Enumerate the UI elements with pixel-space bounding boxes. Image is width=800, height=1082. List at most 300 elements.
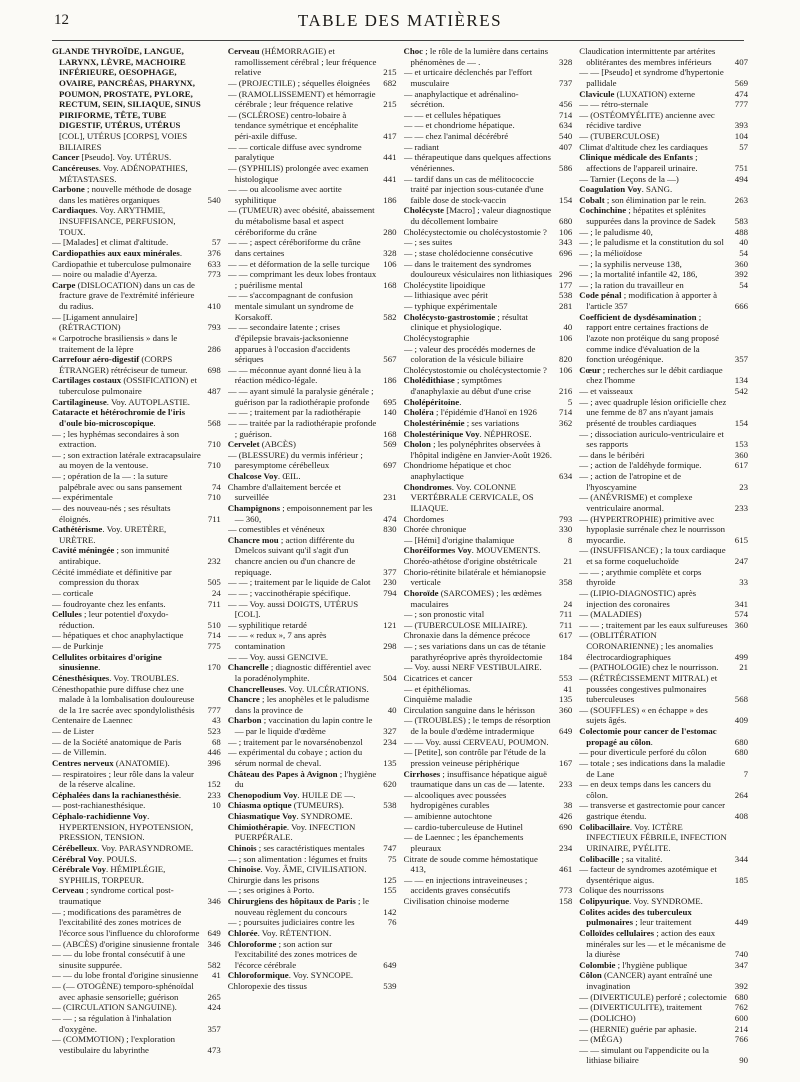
index-entry-page: 617 [559,630,573,641]
index-entry [404,142,573,153]
index-entry [228,205,397,237]
index-entry [404,407,573,418]
index-entry-text: — ; modifications des paramètres de l'excitabilité des zones motrices de l'écorce sous l'influence du chloroforme [52,906,200,938]
index-entry [228,928,397,939]
index-entry-page: 539 [383,981,397,991]
index-entry-text: — (TUBERCULOSE MILIAIRE). [403,619,528,630]
index-entry-text: — — Voy. aussi DOIGTS, UTÉRUS [COL]. [227,598,359,620]
index-entry-page: 265 [207,991,221,1002]
index-entry-page: 106 [559,226,573,237]
index-entry [579,110,748,131]
index-entry-page: 697 [383,460,397,471]
index-entry [228,652,397,663]
index-entry-page: 263 [734,194,748,205]
index-entry [579,1002,748,1013]
index-entry [404,89,573,110]
index-entry-page: 57 [739,141,748,152]
index-entry [404,769,573,790]
index-entry-text: — (DIVERTICULE) perforé ; colectomie [579,991,727,1002]
index-entry-page: 21 [563,556,573,566]
index-entry [404,535,573,546]
index-entry-page: 24 [211,587,221,598]
index-entry-text: — ; la ration du travailleur en [579,279,684,290]
index-entry-text: Cardiaques. Voy. ARYTHMIE, INSUFFISANCE, PERFUSION, TOUX. [52,205,176,237]
index-entry [228,269,397,290]
index-entry-page: 280 [383,226,397,237]
index-entry [404,344,573,365]
index-entry [404,620,573,631]
index-entry-text: — syphilitique retardé [227,619,307,630]
index-entry-text: — [Ligament annulaire] (RÉTRACTION) [52,311,138,333]
index-entry [404,174,573,206]
index-entry-text: Cholestérinique Voy. NÉPHROSE. [403,428,532,439]
index-entry-page: 185 [734,874,748,885]
index-entry [404,248,573,259]
index-entry-page: 417 [383,131,397,141]
index-entry-text: — expérimentale [52,492,113,503]
index-entry-text: Circulation sanguine dans le hérisson [403,704,535,715]
index-entry-text: Chalcose Voy. ŒIL. [227,471,301,481]
index-entry-text: — (ANÉVRISME) et complexe ventriculaire anormal. [579,492,693,513]
index-entry [52,503,221,524]
index-entry [228,620,397,631]
index-entry [228,747,397,768]
index-entry [52,854,221,865]
index-entry-page: 617 [734,460,748,471]
index-entry-text: — — ; vaccinothérapie spécifique. [227,587,351,598]
index-entry-page: 680 [734,747,748,758]
index-entry-page: 538 [383,800,397,811]
index-entry-page: 666 [734,301,748,311]
index-entry-text: — (TUBERCULOSE) [579,131,660,141]
index-entry-text: Cathétérisme. Voy. URETÈRE, URÈTRE. [52,524,167,545]
index-entry [404,110,573,121]
index-entry-page: 362 [559,417,573,428]
index-entry-text: Colibacille ; sa vitalité. [579,853,663,864]
index-entry-text: — (ABCÈS) d'origine sinusienne frontale [52,938,200,949]
index-entry-page: 762 [734,1002,748,1013]
index-entry [228,939,397,971]
index-entry [579,152,748,173]
index-entry-text: — (— OTOGÈNE) temporo-sphénoïdal avec aphasie sensorielle; guérison [52,981,194,1002]
index-entry-page: 264 [734,789,748,800]
index-entry-text: Cerveau ; syndrome cortical post-traumatique [52,885,174,906]
index-entry [228,503,397,524]
index-entry-page: 696 [559,247,573,258]
index-entry [404,482,573,514]
index-entry-page: 247 [734,556,748,566]
index-entry-page: 777 [207,704,221,715]
index-entry-page: 54 [739,247,748,258]
index-entry-text: — — méconnue ayant donné lieu à la réaction médico-légale. [227,364,361,386]
index-entry-page: 461 [559,864,573,875]
index-entry [52,673,221,684]
index-entry-page: 328 [559,56,573,67]
index-entry [579,854,748,865]
index-entry-text: Colombie ; l'hygiène publique [579,959,688,970]
index-entry-text: Cancéreuses. Voy. ADÉNOPATHIES, MÉTASTASES. [52,162,188,184]
index-entry-page: 409 [734,715,748,726]
index-entry [228,917,397,928]
index-entry-page: 10 [211,800,221,811]
index-entry-text: Cénesthopathie pure diffuse chez une malade à la lombalisation douloureuse de la 1re sacrée avec spondylolisthésis [52,683,195,715]
index-column-2 [228,46,397,1070]
index-entry [228,482,397,503]
index-entry-text: Cochinchine ; hépatites et splénites suppurées dans la province de Sadek [579,205,716,226]
index-entry-page: 680 [734,991,748,1002]
index-entry-text: — — Voy. aussi GENCIVE. [227,651,329,662]
index-entry-text: — (MÉGA) [579,1034,623,1045]
index-entry [52,981,221,1002]
index-entry-text: — [Petite], son contrôle par l'étude de la pression veineuse périphérique [403,747,546,768]
index-entry-page: 407 [559,141,573,152]
index-entry-text: — ; ses suites [403,237,453,248]
index-entry [52,907,221,939]
index-entry-text: — thérapeutique dans quelques affections vénériennes. [403,152,551,173]
index-entry-page: 793 [559,513,573,524]
index-entry-text: — respiratoires ; leur rôle dans la valeur de la réserve alcaline. [52,768,194,790]
index-entry [52,407,221,428]
index-entry [228,89,397,110]
index-entry [228,163,397,184]
index-entry-page: 186 [383,375,397,386]
index-entry-text: — pour diverticule perforé du côlon [579,747,707,758]
index-entry [579,673,748,705]
index-entry-page: 76 [387,917,397,928]
index-entry [228,885,397,896]
index-entry [228,737,397,748]
index-entry [228,418,397,439]
index-entry [579,705,748,726]
index-entry-text: — — secondaire latente ; crises d'épilepsie bravais-jacksonienne apparues à l'occasion d'accidents sériques [227,322,351,365]
index-entry-page: 737 [559,77,573,88]
index-entry-text: Choc ; le rôle de la lumière dans certains phénomènes de — . [403,46,549,67]
index-entry [579,99,748,110]
index-entry-text: — (BLESSURE) du vermis inférieur ; paresymptome cérébelleux [227,449,363,471]
index-entry-text: — — en injections intraveineuses ; accidents graves consécutifs [403,874,528,896]
index-entry [404,152,573,173]
index-entry-page: 710 [207,460,221,471]
index-entry-page: 494 [734,173,748,184]
index-entry [52,939,221,950]
index-entry [579,397,748,429]
index-entry [579,280,748,291]
index-entry [579,492,748,513]
index-entry-page: 777 [734,99,748,110]
index-entry-page: 392 [734,269,748,280]
index-entry [579,471,748,492]
index-entry [228,365,397,386]
index-entry-page: 177 [559,279,573,290]
index-entry-text: Cardiopathies aux eaux minérales. [52,247,183,258]
index-entry [404,131,573,142]
index-entry [579,184,748,195]
index-entry-page: 377 [383,566,397,577]
index-entry-text: « Carpotroche brasiliensis » dans le traitement de la lèpre [52,332,178,354]
index-entry-text: — — [Pseudo] et syndrome d'hypertonie pallidale [579,67,724,88]
index-entry [579,545,748,566]
index-columns [52,46,748,1070]
index-entry-page: 281 [559,301,573,311]
index-entry-text: — ; action de l'aldéhyde formique. [579,460,702,471]
index-entry-text: Cérébral Voy. POULS. [52,853,137,864]
index-entry [579,46,748,67]
index-entry-page: 347 [734,959,748,970]
index-entry-text: — (HERNIE) guérie par aphasie. [579,1023,697,1034]
index-entry-text: Chancre ; les anophèles et le paludisme dans la province de [227,694,370,715]
index-entry [579,662,748,673]
index-entry [404,630,573,641]
index-entry-page: 33 [739,577,748,588]
index-entry-text: Choréiformes Voy. MOUVEMENTS. [403,545,541,556]
index-entry [228,142,397,163]
index-entry-page: 553 [559,672,573,683]
index-entry-text: — (TUMEUR) avec obésité, abaissement du métabolisme basal et aspect céréboriforme du crâne [227,205,375,237]
index-entry-text: — ; action de l'atropine et de l'hyoscyamine [579,471,681,492]
index-entry-text: Cholon ; les polynéphrites observées à l'hôpital indigène en Janvier-Août 1926. [403,439,552,460]
index-entry [52,715,221,726]
index-entry-text: Chloroforme ; son action sur l'excitabilité des zones motrices de l'écorce cérébrale [227,938,358,970]
index-entry-text: — expérimental du cobaye ; action du sérum normal de cheval. [227,747,363,768]
index-entry-page: 751 [734,162,748,173]
index-entry [579,460,748,471]
index-entry-text: Champignons ; empoisonnement par les — 360, [227,502,373,524]
index-entry-text: — et vaisseaux [579,386,633,396]
index-entry-page: 523 [207,726,221,736]
index-entry-text: — ; la mortalité infantile 42, 186, [579,269,698,280]
index-entry [228,524,397,535]
index-entry-text: Cholédithiase ; symptômes d'anaphylaxie au début d'une crise [403,375,531,396]
index-entry [404,673,573,684]
index-entry-page: 376 [207,247,221,258]
index-entry-page: 234 [383,736,397,747]
index-entry-text: — ; opération de la — : la suture palpébrale avec ou sans pansement [52,471,183,492]
index-entry-page: 135 [383,757,397,768]
index-entry-page: 23 [739,481,748,492]
index-entry [404,301,573,312]
index-entry-text: Chancre mou ; action différente du Dmelcos suivant qu'il s'agit d'un chancre ancien ou d'un chancre de repiquage. [227,534,356,577]
index-entry-text: Cirrhoses ; insuffisance hépatique aiguë traumatique dans un cas de — latente. [403,768,547,790]
index-entry-text: — (LIPIO-DIAGNOSTIC) après injection des coronaires [579,587,697,609]
index-entry-page: 357 [207,1023,221,1034]
index-entry-page: 426 [559,811,573,821]
index-entry-text: — de Villemin. [52,747,107,758]
index-entry-page: 714 [207,630,221,641]
index-entry [52,312,221,333]
index-entry-text: Chinois ; ses caractéristiques mentales [227,842,365,853]
index-entry-text: Cartilages costaux (OSSIFICATION) et tuberculose pulmonaire [52,375,197,396]
index-entry-page: 54 [739,279,748,290]
index-entry-text: — — ; traitement par le liquide de Calot [227,577,371,588]
index-entry [579,620,748,631]
index-entry-text: — des nouveau-nés ; ses résultats éloignés. [52,502,171,524]
index-entry [404,312,573,333]
index-entry [404,205,573,226]
index-entry-text: Cataracte et hétérochromie de l'iris d'oule bio-microscopique. [52,407,186,428]
index-entry-text: Chloroformique. Voy. SYNCOPE. [227,970,354,981]
index-entry-page: 106 [559,332,573,343]
index-entry-text: Cholécysto-gastrostomie ; résultat clinique et physiologique. [403,311,528,333]
index-entry-text: Cérébelleux. Voy. PARASYNDROME. [52,842,194,853]
index-entry [52,630,221,641]
index-entry-text: Colectomie pour cancer de l'estomac propagé au côlon. [579,726,717,747]
index-entry-text: GLANDE THYROÏDE, LANGUE, LARYNX, LÈVRE, MACHOIRE INFÉRIEURE, OESOPHAGE, OVAIRE, PANCRÉAS, PHARYNX, POUMON, PROSTATE, PYLORE, RECTUM, SEIN, SILIAQUE, SINUS PIRIFORME, TÊTE, TUBE DIGESTIF, UTÉRUS, UTÉRUS [COL], UTÉRUS [CORPS], VOIES BILIAIRES [52,46,201,152]
index-entry-page: 233 [734,502,748,513]
index-entry-page: 296 [559,269,573,280]
index-entry [228,322,397,365]
index-entry-text: Cholécystostomie ou cholécystectomie ? [403,364,547,375]
index-entry [228,790,397,801]
index-entry-page: 583 [734,216,748,226]
index-entry-text: — transverse et gastrectomie pour cancer gastrique étendu. [579,800,726,821]
index-entry-text: Chancrelle ; diagnostic différentiel avec la poradénolymphite. [227,662,372,683]
index-entry-text: — (OBLITÉRATION CORONARIENNE) ; les anomalies électrocardiographiques [579,630,714,662]
index-entry-page: 456 [559,99,573,110]
index-entry [404,641,573,662]
index-entry-page: 360 [734,449,748,460]
index-entry-text: — noire ou maladie d'Ayerza. [52,269,158,280]
index-entry-page: 710 [207,492,221,503]
index-entry-text: Centres nerveux (ANATOMIE). [52,757,170,768]
index-entry-text: Chondriome hépatique et choc anaphylactique [403,460,512,481]
index-entry-page: 474 [383,513,397,524]
index-entry [579,907,748,928]
index-entry [228,715,397,736]
index-entry-page: 714 [559,109,573,120]
index-entry [404,365,573,376]
index-entry-text: — ; dissociation auriculo-ventriculaire et ses rapports [579,428,724,450]
index-entry [579,896,748,907]
index-entry [404,609,573,620]
index-entry-text: Céphalo-rachidienne Voy. HYPERTENSION, HYPOTENSION, PRESSION, TENSION. [52,811,194,843]
index-entry [228,237,397,258]
index-entry-page: 153 [734,439,748,450]
index-entry-page: 600 [734,1012,748,1023]
index-entry-text: — — du lobe frontal d'origine sinusienne [52,970,199,981]
index-entry-page: 135 [559,694,573,705]
index-entry [52,599,221,610]
index-entry [228,822,397,843]
index-entry-text: — — du lobe frontal consécutif à une sinusite suppurée. [52,949,186,970]
index-entry [52,684,221,716]
index-entry-page: 170 [207,662,221,673]
index-entry [52,567,221,588]
index-entry-page: 680 [734,736,748,747]
index-entry-page: 142 [383,906,397,917]
header-rule [52,40,744,41]
index-entry-text: Chordomes [403,513,445,524]
index-entry-page: 620 [383,779,397,790]
index-entry-text: Claudication intermittente par artérites oblitérantes des membres inférieurs [579,46,716,67]
index-entry [52,609,221,630]
index-entry [404,290,573,301]
index-entry [52,790,221,801]
index-entry [52,205,221,237]
index-entry-page: 121 [383,619,397,630]
index-entry-text: Colloïdes cellulaires ; action des eaux minérales sur les — et le mécanisme de la diurèse [579,927,726,960]
index-entry [52,652,221,673]
index-entry [228,290,397,322]
index-entry-page: 41 [563,683,573,694]
index-entry [228,854,397,865]
index-entry-page: 634 [559,471,573,481]
index-entry [52,492,221,503]
index-entry-text: — ; les hyphémas secondaires à son extraction. [52,428,180,450]
index-entry-page: 473 [207,1044,221,1055]
index-entry-page: 90 [739,1055,748,1066]
index-entry-page: 410 [207,301,221,311]
index-entry-page: 407 [734,56,748,67]
index-entry [579,227,748,238]
index-entry [52,588,221,599]
index-entry-text: — — ; traitement par la radiothérapie [227,407,361,418]
index-entry [52,471,221,492]
index-entry-text: — — ; arythmie complète et corps thyroïde [579,566,702,588]
index-entry [52,843,221,854]
index-entry-page: 215 [383,67,397,78]
index-entry [579,992,748,1003]
index-entry [52,758,221,769]
index-entry-page: 214 [734,1023,748,1034]
index-entry-page: 230 [383,577,397,588]
index-entry-page: 747 [383,842,397,853]
index-entry [52,949,221,970]
index-entry-text: Clavicule (LUXATION) externe [579,88,696,99]
index-entry [579,195,748,206]
index-entry-text: — cardio-tuberculeuse de Hutinel [403,821,523,832]
index-entry-text: Côlon (CANCER) ayant entraîné une invagination [579,970,713,991]
index-entry [52,152,221,163]
index-entry-text: — [Hémi] d'origine thalamique [403,534,515,545]
index-entry [52,737,221,748]
index-entry-page: 184 [559,651,573,662]
index-entry-text: Chronaxie dans la démence précoce [403,630,531,641]
index-entry [52,259,221,270]
index-entry [579,174,748,185]
index-entry-text: — de Laennec ; les épanchements pleuraux [403,832,524,853]
index-entry-page: 360 [734,619,748,630]
index-entry-text: Coagulation Voy. SANG. [579,184,673,195]
index-entry [404,227,573,238]
index-entry [228,684,397,695]
index-entry-text: — hépatiques et choc anaphylactique [52,630,184,641]
index-entry-page: 233 [207,789,221,800]
index-entry [52,545,221,566]
index-entry-text: — Voy. aussi NERF VESTIBULAIRE. [403,662,542,673]
index-entry-page: 680 [559,216,573,226]
index-entry [404,896,573,907]
index-entry-page: 510 [207,619,221,630]
index-entry [404,588,573,609]
index-entry-text: Cervelet (ABCÈS) [227,439,296,450]
index-entry [579,450,748,461]
index-entry-text: — comestibles et vénéneux [227,524,325,535]
index-entry [228,450,397,471]
index-entry [52,248,221,259]
index-entry-page: 24 [563,598,573,609]
index-entry-page: 633 [207,258,221,269]
index-entry [579,89,748,100]
index-entry-text: — foudroyante chez les enfants. [52,598,166,609]
index-entry [579,312,748,365]
index-entry-page: 711 [207,513,221,524]
index-entry-page: 766 [734,1034,748,1045]
index-entry-text: Céphalées dans la rachianesthésie. [52,789,182,800]
index-entry-text: — dans le traitement des syndromes douloureux vésiculaires non lithiasiques [403,258,552,280]
index-entry-text: Chimiothérapie. Voy. INFECTION PUERPÉRALE. [227,821,356,843]
index-entry-page: 346 [207,938,221,949]
index-entry-page: 286 [207,343,221,354]
